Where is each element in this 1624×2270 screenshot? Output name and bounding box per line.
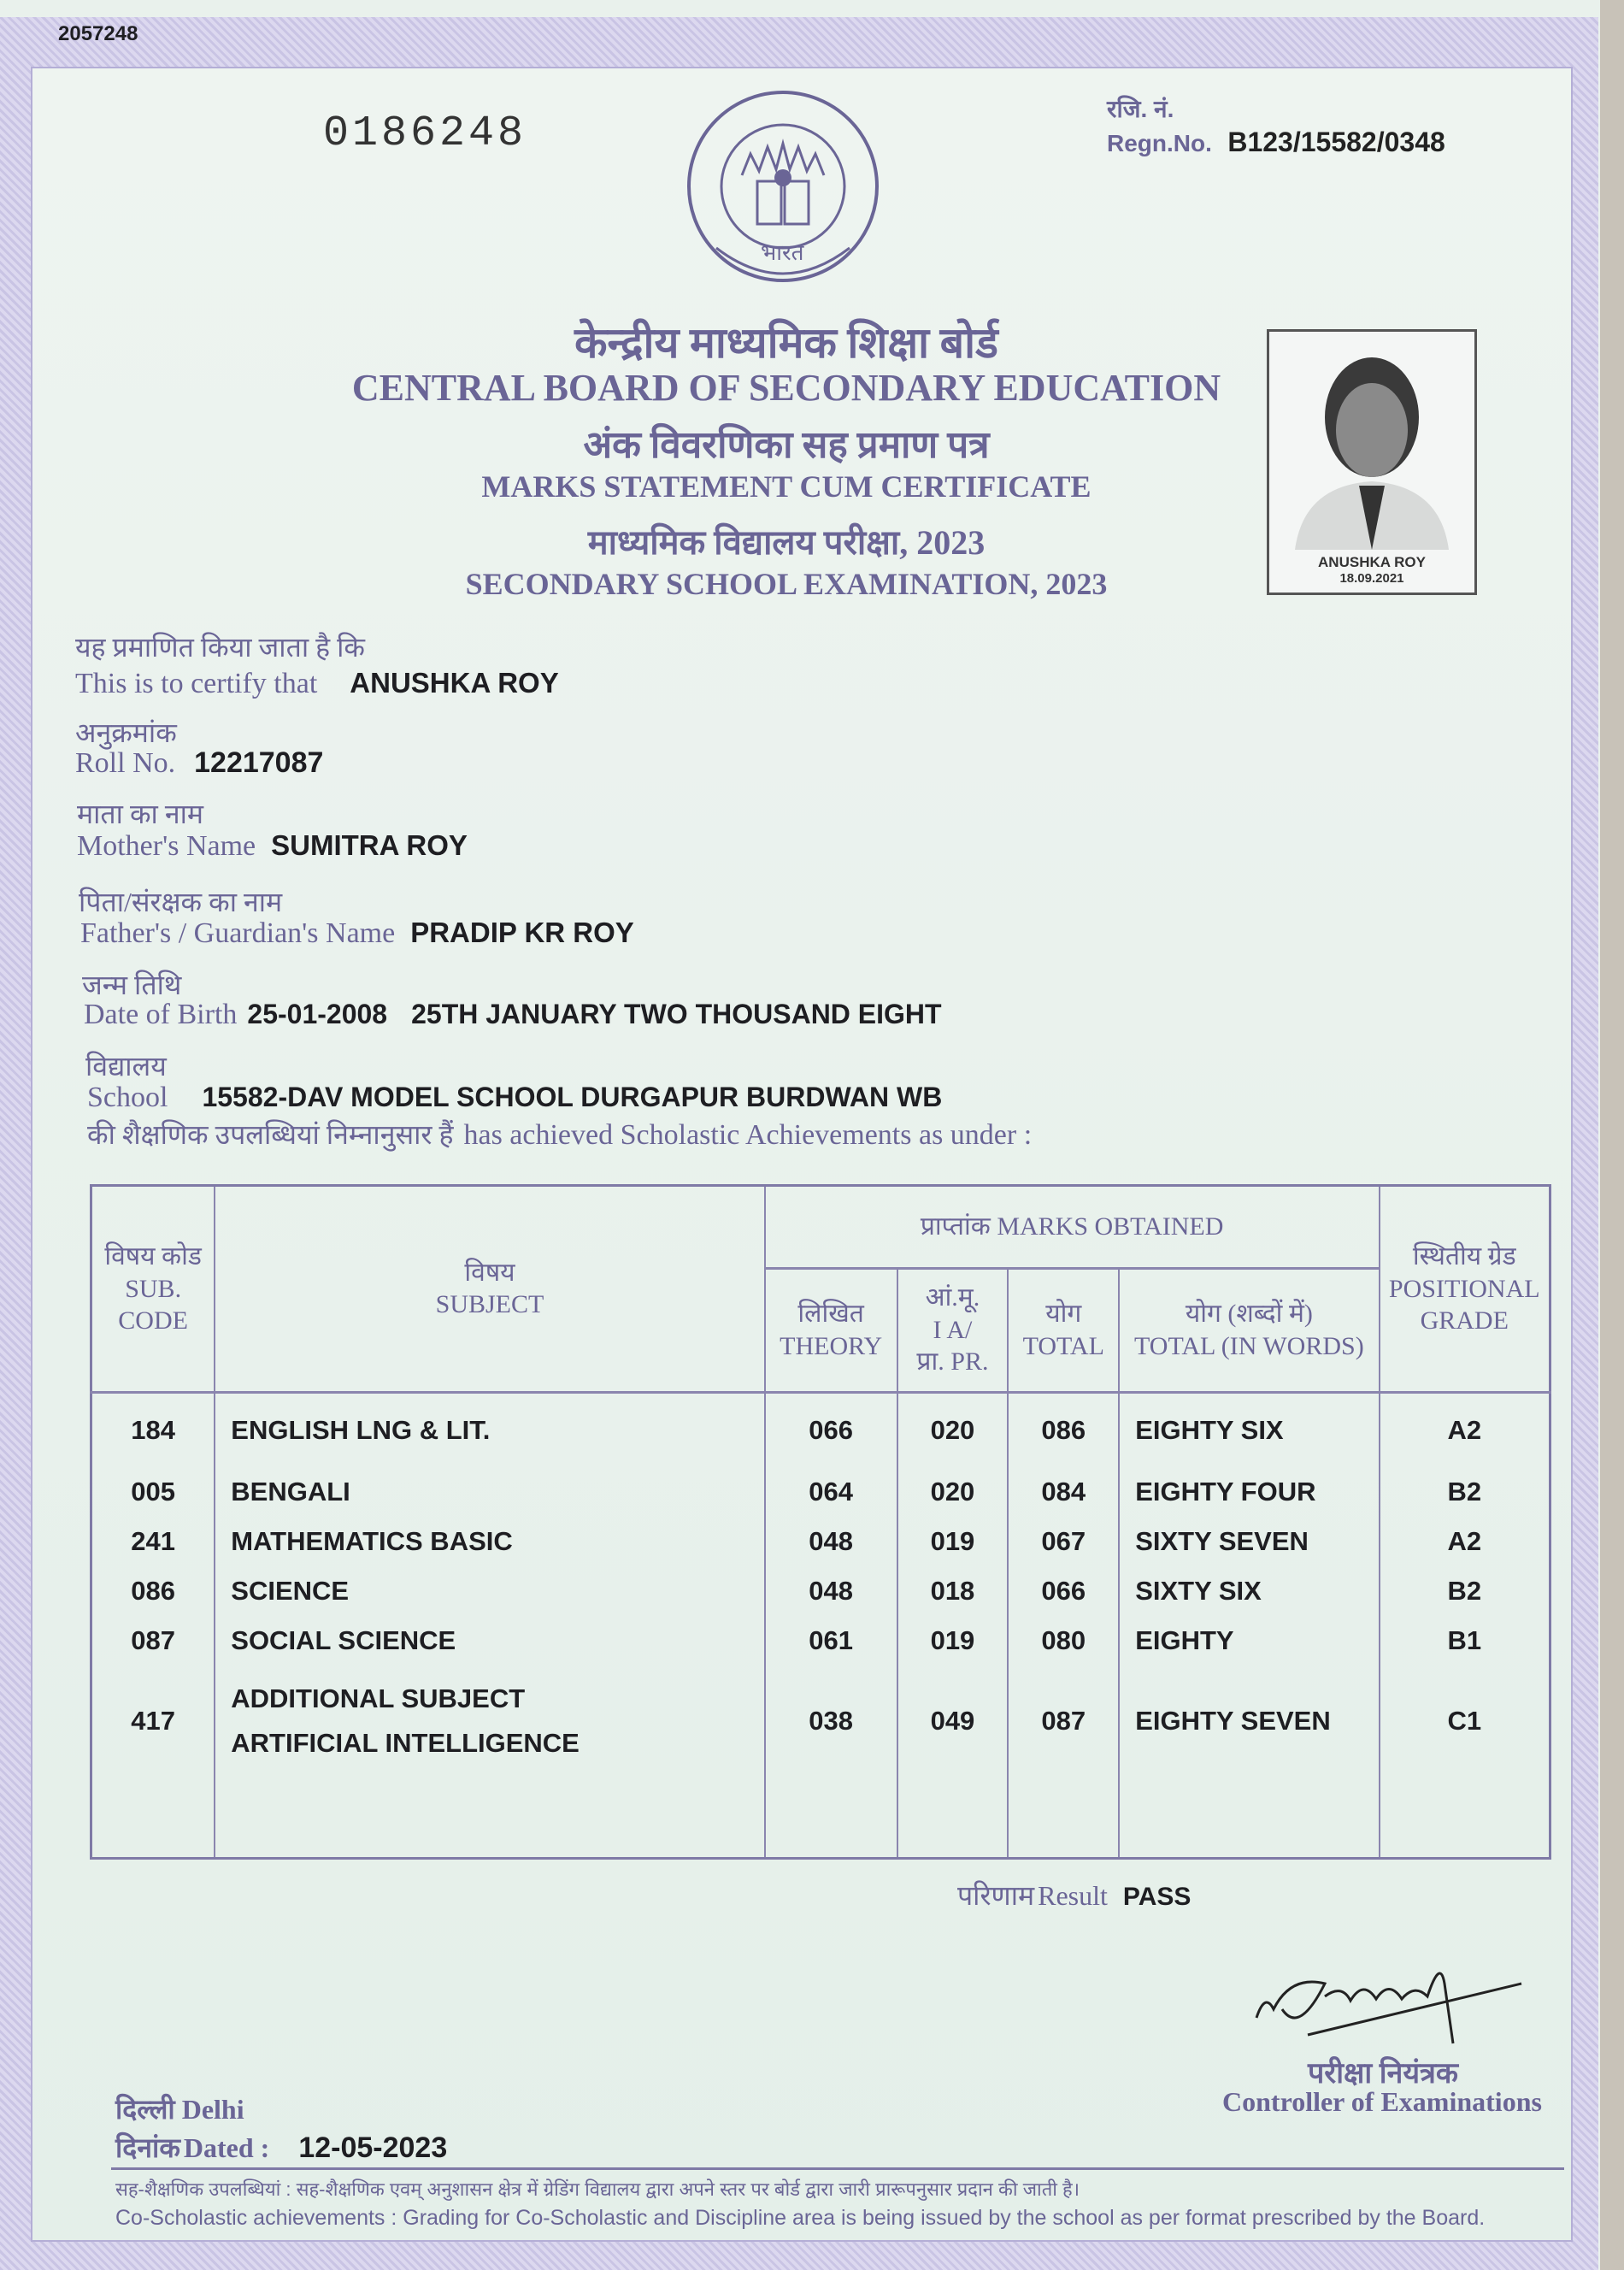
cell-total: 080 [1008,1616,1119,1666]
mother-label-hindi: माता का नाम [77,799,204,829]
cell-total: 086 [1008,1392,1119,1467]
cell-grade: A2 [1380,1517,1550,1566]
result-row [957,1877,1191,1913]
roll-label: Roll No. [75,747,176,779]
exam-title: SECONDARY SCHOOL EXAMINATION, 2023 [465,567,1108,601]
place-row: दिल्ली Delhi [115,2094,244,2125]
cell-theory: 066 [765,1392,897,1467]
table-row [91,1517,1550,1566]
dob-row [84,999,942,1031]
table-row [91,1467,1550,1517]
header-subject: विषय SUBJECT [215,1186,764,1393]
board-title-hindi: केन्द्रीय माध्यमिक शिक्षा बोर्ड [574,319,998,367]
controller-label-hindi: परीक्षा नियंत्रक [1308,2058,1458,2090]
cbse-emblem-icon [682,85,884,299]
serial-number: 0186248 [323,109,527,158]
father-name: PRADIP KR ROY [410,917,634,948]
regn-value: B123/15582/0348 [1227,127,1445,157]
result-value: PASS [1122,1883,1192,1911]
school-row [87,1082,942,1114]
dated-label: Dated : [183,2132,270,2163]
cell-words: EIGHTY [1119,1616,1379,1666]
cell-theory: 048 [765,1566,897,1616]
father-row [80,917,634,950]
header-marks-obtained: प्राप्तांक MARKS OBTAINED [765,1186,1380,1269]
issue-date: 12-05-2023 [298,2131,448,2164]
cell-ia: 049 [897,1666,1009,1777]
cell-ia: 020 [897,1467,1009,1517]
regn-number [1107,127,1445,158]
cell-subject: SCIENCE [215,1566,764,1616]
dob-words: 25TH JANUARY TWO THOUSAND EIGHT [411,999,942,1029]
result-label-hindi: परिणाम [957,1880,1035,1911]
cell-grade: C1 [1380,1666,1550,1777]
portrait-icon [1269,332,1474,550]
header-theory: लिखित THEORY [765,1268,897,1392]
cell-theory: 061 [765,1616,897,1666]
achievements-label: has achieved Scholastic Achievements as under : [463,1119,1033,1151]
cell-code: 086 [91,1566,215,1616]
cell-subject: SOCIAL SCIENCE [215,1616,764,1666]
cell-words: SIXTY SEVEN [1119,1517,1379,1566]
roll-number: 12217087 [194,746,324,779]
signature-icon [1248,1949,1539,2052]
father-label-hindi: पिता/संरक्षक का नाम [79,887,283,917]
regn-hindi-label: रजि. नं. [1107,96,1174,122]
result-label: Result [1038,1880,1108,1911]
certificate-title-hindi: अंक विवरणिका सह प्रमाण पत्र [583,424,990,466]
header-ia: आं.मू. I A/ प्रा. PR. [897,1268,1009,1392]
cell-ia: 019 [897,1616,1009,1666]
school-name: 15582-DAV MODEL SCHOOL DURGAPUR BURDWAN WB [202,1082,943,1112]
cell-theory: 048 [765,1517,897,1566]
certificate-title: MARKS STATEMENT CUM CERTIFICATE [481,469,1091,504]
mother-label: Mother's Name [77,830,256,862]
table-row-empty [91,1777,1550,1858]
document-number: 2057248 [58,22,138,45]
cell-code: 417 [91,1666,215,1777]
achievements-row [87,1116,1032,1153]
cell-words: EIGHTY SEVEN [1119,1666,1379,1777]
certify-label-hindi: यह प्रमाणित किया जाता है कि [75,632,365,663]
certify-label: This is to certify that [75,668,318,699]
cell-theory: 064 [765,1467,897,1517]
mother-row [77,829,468,863]
table-row [91,1566,1550,1616]
logo-bharat-text: भारत [761,240,804,265]
exam-title-hindi: माध्यमिक विद्यालय परीक्षा, 2023 [587,523,986,562]
cell-subject: ADDITIONAL SUBJECT ARTIFICIAL INTELLIGENCE [215,1666,764,1777]
cell-grade: B1 [1380,1616,1550,1666]
controller-label: Controller of Examinations [1222,2086,1542,2117]
roll-row [75,746,323,780]
dated-row [115,2129,447,2166]
table-row [91,1392,1550,1467]
cell-code: 087 [91,1616,215,1666]
cell-ia: 020 [897,1392,1009,1467]
dob-value: 25-01-2008 [247,999,388,1029]
header-total: योग TOTAL [1008,1268,1119,1392]
cell-words: SIXTY SIX [1119,1566,1379,1616]
cell-code: 241 [91,1517,215,1566]
additional-subject-label: ADDITIONAL SUBJECT [231,1683,526,1714]
cell-total: 067 [1008,1517,1119,1566]
cell-code: 184 [91,1392,215,1467]
photo-name: ANUSHKA ROY [1318,554,1426,570]
cell-code: 005 [91,1467,215,1517]
background-surface [1600,0,1624,2270]
cell-words: EIGHTY SIX [1119,1392,1379,1467]
achievements-label-hindi: की शैक्षणिक उपलब्धियां निम्नानुसार हैं [87,1119,454,1150]
header-positional-grade: स्थितीय ग्रेड POSITIONAL GRADE [1380,1186,1550,1393]
footer-note-hindi: सह-शैक्षणिक उपलब्धियां : सह-शैक्षणिक एवम् अनुशासन क्षेत्र में ग्रेडिंग विद्यालय द्वारा अपने स्तर पर बोर्ड द्वारा जारी प्रारूपनुसार प्रदान की जाती है। [115,2179,1080,2200]
board-title: CENTRAL BOARD OF SECONDARY EDUCATION [351,367,1221,409]
cell-theory: 038 [765,1666,897,1777]
cell-subject: ENGLISH LNG & LIT. [215,1392,764,1467]
student-name: ANUSHKA ROY [350,667,559,699]
cell-total: 087 [1008,1666,1119,1777]
certify-row [75,667,559,700]
footer-note: Co-Scholastic achievements : Grading for Co-Scholastic and Discipline area is being issued by the school as per format prescribed by the Board. [115,2206,1486,2230]
cell-ia: 018 [897,1566,1009,1616]
cell-grade: B2 [1380,1566,1550,1616]
table-row [91,1616,1550,1666]
roll-label-hindi: अनुक्रमांक [75,717,177,748]
header-sub-code: विषय कोड SUB. CODE [91,1186,215,1393]
cell-words: EIGHTY FOUR [1119,1467,1379,1517]
mother-name: SUMITRA ROY [271,829,468,861]
cell-ia: 019 [897,1517,1009,1566]
dob-label: Date of Birth [84,999,238,1030]
marks-table [90,1184,1551,1860]
student-photo [1267,329,1477,595]
photo-date: 18.09.2021 [1339,571,1404,586]
cbse-logo [682,85,884,299]
cell-subject: BENGALI [215,1467,764,1517]
father-label: Father's / Guardian's Name [80,917,396,949]
dob-label-hindi: जन्म तिथि [82,970,182,1000]
regn-label: Regn.No. [1107,130,1212,156]
school-label-hindi: विद्यालय [85,1051,167,1082]
header-total-words: योग (शब्दों में) TOTAL (IN WORDS) [1119,1268,1379,1392]
cell-total: 084 [1008,1467,1119,1517]
cell-grade: A2 [1380,1392,1550,1467]
cell-subject: MATHEMATICS BASIC [215,1517,764,1566]
school-label: School [87,1082,168,1113]
divider [111,2167,1564,2170]
cell-grade: B2 [1380,1467,1550,1517]
table-row [91,1666,1550,1777]
dated-label-hindi: दिनांक [115,2132,180,2163]
cell-total: 066 [1008,1566,1119,1616]
